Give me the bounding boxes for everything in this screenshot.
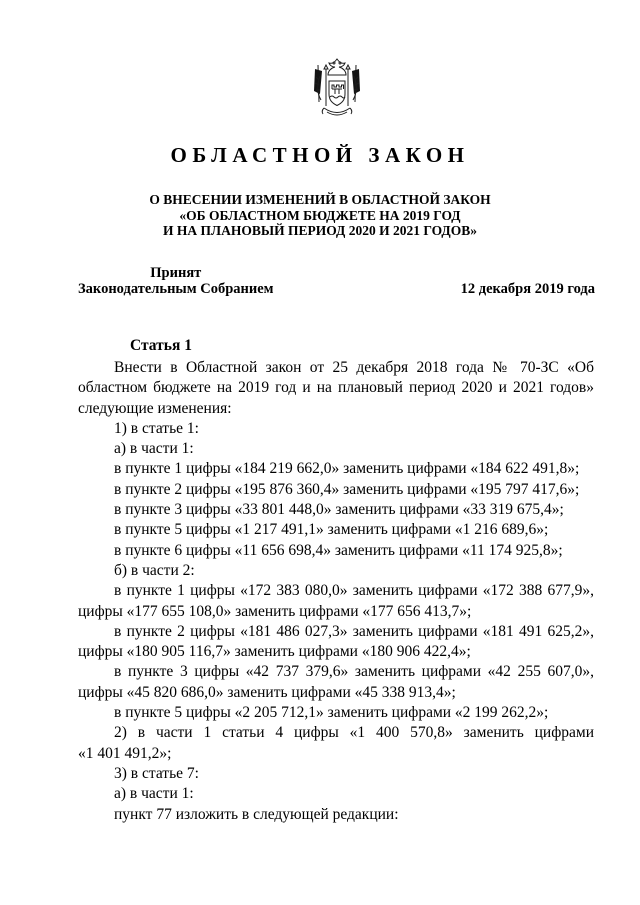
paragraph: в пункте 2 цифры «195 876 360,4» заменить цифрами «195 797 417,6»;	[114, 480, 580, 498]
article-body	[78, 358, 594, 825]
paragraph: 1) в статье 1:	[114, 419, 199, 437]
document-title: ОБЛАСТНОЙ ЗАКОН	[170, 143, 470, 167]
adoption-date: 12 декабря 2019 года	[460, 281, 595, 297]
paragraph: в пункте 3 цифры «33 801 448,0» заменить цифрами «33 319 675,4»;	[114, 501, 564, 519]
paragraph: в пункте 1 цифры «172 383 080,0» заменить цифрами «172 388 677,9», цифры «177 655 108,0» заменить цифрами «177 656 413,7»;	[78, 582, 594, 620]
paragraph: в пункте 6 цифры «11 656 698,4» заменить цифрами «11 174 925,8»;	[114, 541, 563, 559]
subtitle-line: «ОБ ОБЛАСТНОМ БЮДЖЕТЕ НА 2019 ГОД	[179, 207, 461, 223]
paragraph: Внести в Областной закон от 25 декабря 2018 года № 70-ЗС «Об областном бюджете на 2019 год и на плановый период 2020 и 2021 годов» следующие изменения:	[78, 359, 594, 417]
subtitle-line: И НА ПЛАНОВЫЙ ПЕРИОД 2020 И 2021 ГОДОВ»	[163, 223, 477, 238]
paragraph: а) в части 1:	[114, 440, 194, 458]
paragraph: пункт 77 изложить в следующей редакции:	[114, 805, 399, 823]
paragraph: 3) в статье 7:	[114, 764, 199, 782]
adoption-left	[78, 265, 274, 297]
article-heading: Статья 1	[130, 337, 192, 354]
adoption-status: Принят	[150, 265, 202, 281]
adoption-body: Законодательным Собранием	[78, 281, 274, 297]
paragraph: б) в части 2:	[114, 561, 195, 579]
subtitle-line: О ВНЕСЕНИИ ИЗМЕНЕНИЙ В ОБЛАСТНОЙ ЗАКОН	[149, 192, 491, 207]
paragraph: в пункте 1 цифры «184 219 662,0» заменить цифрами «184 622 491,8»;	[114, 460, 580, 478]
paragraph: в пункте 2 цифры «181 486 027,3» заменить цифрами «181 491 625,2», цифры «180 905 116,7» заменить цифрами «180 906 422,4»;	[78, 622, 594, 661]
paragraph: а) в части 1:	[114, 785, 194, 803]
coat-of-arms-icon	[304, 56, 370, 124]
paragraph: 2) в части 1 статьи 4 цифры «1 400 570,8» заменить цифрами «1 401 491,2»;	[78, 724, 594, 762]
paragraph: в пункте 5 цифры «1 217 491,1» заменить цифрами «1 216 689,6»;	[114, 521, 549, 539]
document-subtitle	[0, 192, 640, 239]
adoption-block	[78, 265, 595, 297]
paragraph: в пункте 3 цифры «42 737 379,6» заменить цифрами «42 255 607,0», цифры «45 820 686,0» заменить цифрами «45 338 913,4»;	[78, 663, 594, 701]
paragraph: в пункте 5 цифры «2 205 712,1» заменить цифрами «2 199 262,2»;	[114, 704, 549, 722]
